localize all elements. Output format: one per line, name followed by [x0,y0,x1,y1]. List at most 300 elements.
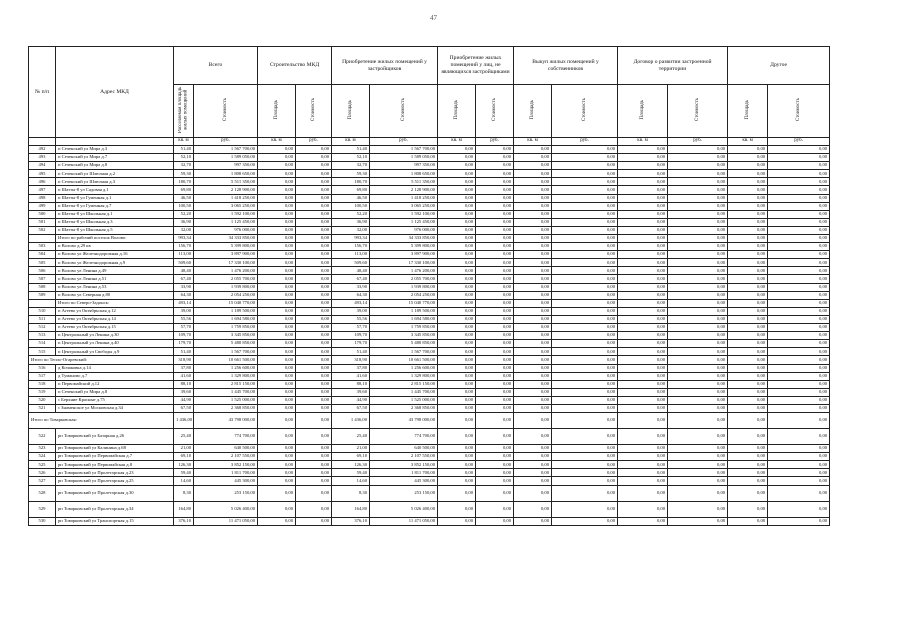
cell-total-area: 64,30 [174,291,194,299]
cell-total-area: 126,30 [174,461,194,469]
cell-total-cost: 1 811 700,00 [194,469,258,477]
cell-area-zero: 0,00 [438,461,476,469]
cell-cost-zero: 0,00 [668,469,728,477]
header-total-area: Расселяемая площадь жилых помещений [174,85,194,138]
cell-developers-area: 493,14 [332,299,370,307]
header-area: Площадь [438,85,476,138]
row-address: п Центральный ул Ленина д.30 [56,332,174,340]
header-cost: Стоимость [476,85,514,138]
cell-cost-zero: 0,00 [668,267,728,275]
table-row [29,340,830,348]
cell-cost-zero: 0,00 [476,501,514,517]
cell-area-zero: 0,00 [618,461,668,469]
cell-developers-area: 32,70 [332,162,370,170]
cell-area-zero: 0,00 [728,380,768,388]
row-number: 514 [29,340,56,348]
row-address: п Сеченский ул Шлюзная д.2 [56,170,174,178]
cell-area-zero: 0,00 [728,324,768,332]
row-number: 528 [29,485,56,501]
cell-cost-zero: 0,00 [668,356,728,364]
cell-cost-zero: 0,00 [668,388,728,396]
cell-cost-zero: 0,00 [668,178,728,186]
cell-total-area: 44,90 [174,396,194,404]
cell-area-zero: 0,00 [514,364,552,372]
row-address: рп Товарковский ул Пролетарская д.34 [56,501,174,517]
cell-total-cost: 1 939 800,00 [194,283,258,291]
cell-area-zero: 0,00 [438,429,476,445]
cell-cost-zero: 0,00 [768,170,830,178]
unit-area: кв. м [174,137,194,145]
cell-construction-cost: 0,00 [296,218,332,226]
cell-area-zero: 0,00 [438,283,476,291]
cell-total-cost: 10 661 500,00 [194,356,258,364]
cell-construction-cost: 0,00 [296,178,332,186]
row-number: 529 [29,501,56,517]
cell-total-cost: 253 150,00 [194,485,258,501]
cell-cost-zero: 0,00 [668,340,728,348]
cell-developers-cost: 2 055 700,00 [370,275,438,283]
table-row [29,324,830,332]
cell-area-zero: 0,00 [514,162,552,170]
cell-total-area: 36,90 [174,218,194,226]
cell-area-zero: 0,00 [438,194,476,202]
row-address: п Волово ул Железнодорожная д.9 [56,259,174,267]
cell-cost-zero: 0,00 [476,356,514,364]
cell-cost-zero: 0,00 [552,170,618,178]
header-num: № п/п [29,47,56,138]
cell-area-zero: 0,00 [438,332,476,340]
row-address: рп Товарковский ул Пролетарская д.25 [56,477,174,485]
row-address: п Шатты-8 ул Школьная д.3 [56,218,174,226]
cell-area-zero: 0,00 [514,210,552,218]
header-cost: Стоимость [768,85,830,138]
cell-total-area: 59,30 [174,170,194,178]
cell-cost-zero: 0,00 [476,186,514,194]
row-number: 506 [29,267,56,275]
cell-total-cost: 34 333 850,00 [194,235,258,243]
cell-developers-cost: 3 345 850,00 [370,332,438,340]
cell-area-zero: 0,00 [618,218,668,226]
row-number: 513 [29,332,56,340]
cell-area-zero: 0,00 [728,307,768,315]
cell-cost-zero: 0,00 [476,154,514,162]
cell-developers-area: 44,90 [332,396,370,404]
cell-cost-zero: 0,00 [552,477,618,485]
cell-construction-cost: 0,00 [296,372,332,380]
header-group-other: Другое [728,47,830,85]
cell-area-zero: 0,00 [514,283,552,291]
cell-construction-area: 0,00 [258,154,296,162]
cell-total-cost: 1 418 250,00 [194,194,258,202]
cell-developers-cost: 3 852 150,00 [370,461,438,469]
row-address: п Сеченский ул Мира д.8 [56,388,174,396]
cell-developers-area: 69,10 [332,453,370,461]
row-address: п Первомайский д.12 [56,380,174,388]
cell-cost-zero: 0,00 [768,186,830,194]
cell-cost-zero: 0,00 [476,332,514,340]
row-address: д Кочаковка д.14 [56,364,174,372]
cell-total-cost: 1 567 700,00 [194,348,258,356]
cell-developers-cost: 2 054 250,00 [370,291,438,299]
cell-developers-area: 39,60 [332,388,370,396]
table-row [29,396,830,404]
cell-cost-zero: 0,00 [668,259,728,267]
table-row [29,388,830,396]
row-address: п Шатты-8 ул Гуменная д.7 [56,202,174,210]
cell-developers-area: 41,60 [332,372,370,380]
cell-total-area: 57,70 [174,324,194,332]
cell-cost-zero: 0,00 [552,404,618,412]
cell-developers-cost: 1 476 200,00 [370,267,438,275]
cell-area-zero: 0,00 [514,453,552,461]
cell-developers-cost: 774 700,00 [370,429,438,445]
cell-area-zero: 0,00 [514,145,552,153]
cell-area-zero: 0,00 [438,348,476,356]
cell-area-zero: 0,00 [618,356,668,364]
cell-cost-zero: 0,00 [668,307,728,315]
cell-area-zero: 0,00 [728,356,768,364]
cell-area-zero: 0,00 [618,332,668,340]
cell-cost-zero: 0,00 [552,380,618,388]
cell-area-zero: 0,00 [514,461,552,469]
cell-construction-area: 0,00 [258,517,296,525]
cell-construction-cost: 0,00 [296,194,332,202]
cell-area-zero: 0,00 [728,194,768,202]
cell-developers-area: 67,50 [332,404,370,412]
cell-developers-area: 32,00 [332,226,370,234]
cell-cost-zero: 0,00 [768,501,830,517]
row-address: п Центральный ул Свободы д.9 [56,348,174,356]
cell-cost-zero: 0,00 [552,485,618,501]
row-number: 524 [29,453,56,461]
cell-cost-zero: 0,00 [476,194,514,202]
header-cost: Стоимость [552,85,618,138]
cell-cost-zero: 0,00 [476,517,514,525]
cell-cost-zero: 0,00 [668,332,728,340]
cell-developers-cost: 2 815 150,00 [370,380,438,388]
cell-construction-area: 0,00 [258,235,296,243]
cell-cost-zero: 0,00 [668,461,728,469]
cell-construction-cost: 0,00 [296,445,332,453]
cell-developers-cost: 1 189 500,00 [370,307,438,315]
cell-cost-zero: 0,00 [476,445,514,453]
cell-area-zero: 0,00 [514,259,552,267]
cell-total-cost: 17 330 100,00 [194,259,258,267]
cell-cost-zero: 0,00 [768,445,830,453]
cell-construction-area: 0,00 [258,170,296,178]
cell-area-zero: 0,00 [728,202,768,210]
cell-area-zero: 0,00 [438,501,476,517]
cell-total-area: 376,10 [174,517,194,525]
cell-area-zero: 0,00 [728,186,768,194]
cell-developers-cost: 1 567 700,00 [370,145,438,153]
cell-cost-zero: 0,00 [476,396,514,404]
cell-area-zero: 0,00 [728,154,768,162]
row-address: п Шатты-8 ул Школьная д.1 [56,210,174,218]
subtotal-label: Итого по Северо-Задонск: [56,299,174,307]
cell-cost-zero: 0,00 [768,356,830,364]
subtotal-row [29,413,830,429]
cell-cost-zero: 0,00 [668,170,728,178]
cell-total-area: 33,90 [174,283,194,291]
table-row [29,445,830,453]
cell-developers-area: 36,90 [332,218,370,226]
cell-developers-area: 993,34 [332,235,370,243]
cell-area-zero: 0,00 [618,340,668,348]
row-number: 492 [29,145,56,153]
cell-construction-cost: 0,00 [296,501,332,517]
cell-area-zero: 0,00 [514,202,552,210]
cell-cost-zero: 0,00 [476,210,514,218]
cell-total-cost: 43 798 000,00 [194,413,258,429]
cell-area-zero: 0,00 [618,194,668,202]
cell-area-zero: 0,00 [618,517,668,525]
cell-area-zero: 0,00 [514,251,552,259]
cell-cost-zero: 0,00 [668,396,728,404]
cell-construction-cost: 0,00 [296,299,332,307]
cell-total-cost: 2 368 850,00 [194,404,258,412]
row-number: 509 [29,291,56,299]
cell-total-area: 318,90 [174,356,194,364]
cell-area-zero: 0,00 [514,291,552,299]
cell-developers-cost: 43 798 000,00 [370,413,438,429]
cell-developers-cost: 1 418 250,00 [370,194,438,202]
cell-area-zero: 0,00 [728,210,768,218]
cell-developers-cost: 5 026 400,00 [370,501,438,517]
cell-area-zero: 0,00 [728,388,768,396]
cell-cost-zero: 0,00 [768,477,830,485]
cell-area-zero: 0,00 [514,178,552,186]
cell-cost-zero: 0,00 [552,332,618,340]
header-area: Площадь [728,85,768,138]
cell-construction-cost: 0,00 [296,291,332,299]
row-number: 503 [29,243,56,251]
cell-total-area: 39,00 [174,307,194,315]
cell-area-zero: 0,00 [618,404,668,412]
cell-construction-cost: 0,00 [296,315,332,323]
cell-cost-zero: 0,00 [476,259,514,267]
cell-cost-zero: 0,00 [668,372,728,380]
cell-construction-cost: 0,00 [296,202,332,210]
cell-area-zero: 0,00 [514,324,552,332]
cell-total-cost: 445 300,00 [194,477,258,485]
cell-cost-zero: 0,00 [552,235,618,243]
cell-area-zero: 0,00 [438,485,476,501]
cell-area-zero: 0,00 [438,413,476,429]
cell-area-zero: 0,00 [438,396,476,404]
cell-total-cost: 1 256 600,00 [194,364,258,372]
cell-area-zero: 0,00 [618,275,668,283]
cell-cost-zero: 0,00 [768,235,830,243]
cell-cost-zero: 0,00 [668,445,728,453]
cell-area-zero: 0,00 [728,469,768,477]
cell-cost-zero: 0,00 [476,243,514,251]
table-row [29,372,830,380]
table-row [29,210,830,218]
cell-cost-zero: 0,00 [768,178,830,186]
header-group-buyout: Выкуп жилых помещений у собственников [514,47,618,85]
cell-total-cost: 15 040 770,00 [194,299,258,307]
cell-cost-zero: 0,00 [476,348,514,356]
cell-total-area: 55,56 [174,315,194,323]
cell-construction-cost: 0,00 [296,259,332,267]
cell-area-zero: 0,00 [728,267,768,275]
cell-construction-cost: 0,00 [296,235,332,243]
cell-developers-cost: 11 471 050,00 [370,517,438,525]
cell-cost-zero: 0,00 [768,226,830,234]
cell-construction-cost: 0,00 [296,485,332,501]
cell-developers-area: 126,30 [332,461,370,469]
cell-developers-area: 109,70 [332,332,370,340]
cell-total-area: 8,30 [174,485,194,501]
cell-total-area: 14,60 [174,477,194,485]
cell-area-zero: 0,00 [514,226,552,234]
header-group-developers: Приобретение жилых помещений у застройщиков [332,47,438,85]
cell-area-zero: 0,00 [438,356,476,364]
cell-total-cost: 2 107 550,00 [194,453,258,461]
cell-area-zero: 0,00 [618,226,668,234]
cell-total-cost: 2 128 900,00 [194,186,258,194]
row-number [29,299,56,307]
cell-total-area: 67,40 [174,275,194,283]
cell-cost-zero: 0,00 [768,453,830,461]
cell-construction-area: 0,00 [258,485,296,501]
unit-cost: руб. [296,137,332,145]
cell-developers-cost: 34 333 850,00 [370,235,438,243]
row-number: 517 [29,372,56,380]
row-number: 511 [29,315,56,323]
row-address: с Берхние Красные д.75 [56,396,174,404]
cell-total-area: 46,50 [174,194,194,202]
cell-total-area: 39,60 [174,388,194,396]
cell-area-zero: 0,00 [514,299,552,307]
cell-total-area: 509,60 [174,259,194,267]
cell-developers-area: 69,80 [332,186,370,194]
cell-total-area: 156,70 [174,243,194,251]
table-row [29,501,830,517]
table-row [29,259,830,267]
row-number: 494 [29,162,56,170]
table-row [29,307,830,315]
cell-developers-area: 52,20 [332,210,370,218]
table-row [29,145,830,153]
cell-construction-cost: 0,00 [296,356,332,364]
cell-area-zero: 0,00 [438,226,476,234]
row-address: рп Товарковский ул Калинина д.68 [56,445,174,453]
cell-construction-area: 0,00 [258,275,296,283]
cell-cost-zero: 0,00 [552,218,618,226]
cell-developers-cost: 1 256 600,00 [370,364,438,372]
header-cost: Стоимость [668,85,728,138]
cell-total-cost: 2 054 250,00 [194,291,258,299]
cell-area-zero: 0,00 [728,291,768,299]
cell-area-zero: 0,00 [438,251,476,259]
resettlement-table [28,46,830,526]
cell-total-cost: 1 525 000,00 [194,396,258,404]
cell-cost-zero: 0,00 [768,315,830,323]
cell-developers-area: 113,00 [332,251,370,259]
cell-developers-area: 509,60 [332,259,370,267]
unit-cost: руб. [194,137,258,145]
cell-area-zero: 0,00 [728,404,768,412]
cell-developers-cost: 1 939 800,00 [370,283,438,291]
cell-developers-area: 156,70 [332,243,370,251]
cell-total-area: 52,10 [174,154,194,162]
cell-area-zero: 0,00 [514,348,552,356]
subtotal-label: Итого по Тепло-Огаревский: [29,356,174,364]
cell-area-zero: 0,00 [728,243,768,251]
cell-developers-area: 55,56 [332,315,370,323]
cell-total-cost: 997 350,00 [194,162,258,170]
subtotal-label: Итого по Товарковская: [29,413,174,429]
row-number: 519 [29,388,56,396]
unit-cost: руб. [552,137,618,145]
subtotal-label: Итого по рабочий поселок Волово: [56,235,174,243]
cell-cost-zero: 0,00 [768,202,830,210]
cell-construction-cost: 0,00 [296,348,332,356]
cell-area-zero: 0,00 [438,243,476,251]
cell-area-zero: 0,00 [514,429,552,445]
cell-total-cost: 3 345 850,00 [194,332,258,340]
row-address: п Агеево ул Октябрьская д.15 [56,324,174,332]
cell-cost-zero: 0,00 [668,299,728,307]
cell-area-zero: 0,00 [728,162,768,170]
cell-area-zero: 0,00 [618,388,668,396]
cell-construction-area: 0,00 [258,267,296,275]
cell-area-zero: 0,00 [618,485,668,501]
cell-cost-zero: 0,00 [552,243,618,251]
cell-cost-zero: 0,00 [476,461,514,469]
cell-construction-cost: 0,00 [296,324,332,332]
cell-construction-area: 0,00 [258,372,296,380]
cell-total-cost: 5 480 850,00 [194,340,258,348]
cell-area-zero: 0,00 [618,186,668,194]
cell-cost-zero: 0,00 [552,251,618,259]
cell-cost-zero: 0,00 [552,291,618,299]
table-row [29,291,830,299]
cell-total-area: 180,70 [174,178,194,186]
cell-developers-area: 67,40 [332,275,370,283]
cell-area-zero: 0,00 [728,477,768,485]
cell-construction-cost: 0,00 [296,154,332,162]
cell-total-area: 164,80 [174,501,194,517]
cell-cost-zero: 0,00 [476,324,514,332]
cell-total-area: 88,10 [174,380,194,388]
cell-developers-area: 52,10 [332,154,370,162]
header-group-construction: Строительство МКД [258,47,332,85]
cell-cost-zero: 0,00 [552,202,618,210]
cell-area-zero: 0,00 [618,469,668,477]
cell-cost-zero: 0,00 [668,429,728,445]
cell-construction-area: 0,00 [258,388,296,396]
cell-total-area: 32,70 [174,162,194,170]
cell-area-zero: 0,00 [438,218,476,226]
cell-area-zero: 0,00 [438,267,476,275]
header-area: Площадь [258,85,296,138]
cell-area-zero: 0,00 [438,299,476,307]
cell-cost-zero: 0,00 [768,218,830,226]
table-row [29,453,830,461]
row-number: 515 [29,348,56,356]
cell-cost-zero: 0,00 [768,485,830,501]
cell-area-zero: 0,00 [438,291,476,299]
row-number: 501 [29,218,56,226]
unit-area: кв. м [438,137,476,145]
cell-area-zero: 0,00 [728,485,768,501]
cell-total-area: 51,40 [174,145,194,153]
cell-cost-zero: 0,00 [552,348,618,356]
cell-construction-area: 0,00 [258,348,296,356]
